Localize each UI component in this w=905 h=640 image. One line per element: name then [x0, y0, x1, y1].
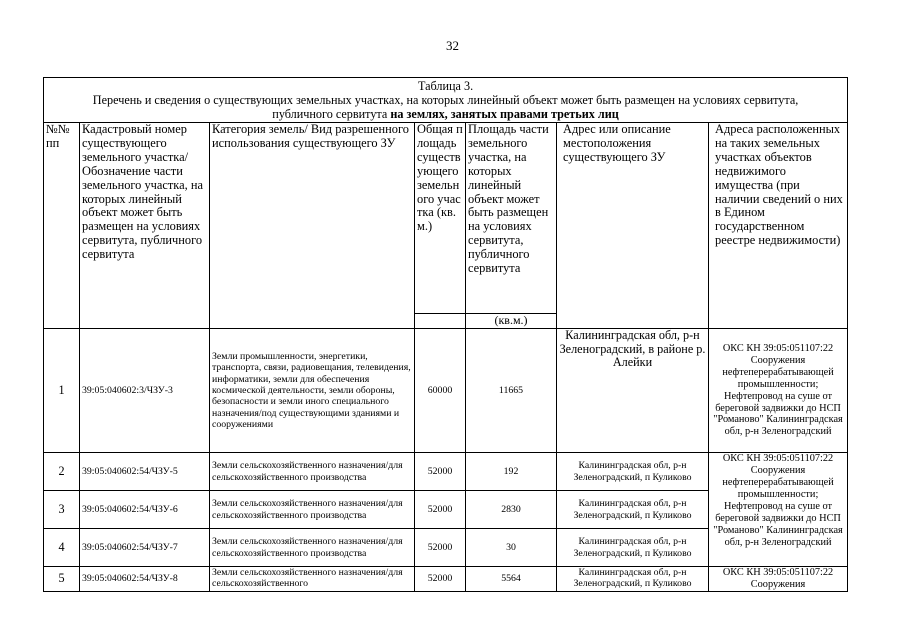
row-part-area: 2830	[466, 491, 557, 529]
row-objects: ОКС КН 39:05:051107:22 Сооружения нефтеперерабатывающей промышленности; Нефтепровод на суше от береговой задвижки до НСП "Романово" Калининградская обл, р-н Зеленоградский	[709, 329, 848, 453]
header-part-area: Площадь части земельного участка, на которых линейный объект может быть размещен на условиях сервитута, публичного сервитута	[466, 123, 557, 314]
table-caption	[44, 78, 848, 123]
header-units: (кв.м.)	[466, 314, 557, 329]
row-cadastral: 39:05:040602:54/ЧЗУ-8	[80, 567, 210, 592]
row-total-area: 52000	[415, 529, 466, 567]
row-cadastral: 39:05:040602:54/ЧЗУ-5	[80, 453, 210, 491]
table-number: Таблица 3.	[417, 79, 474, 93]
row-address: Калининградская обл, р-н Зеленоградский, п Куликово	[557, 491, 709, 529]
row-address: Калининградская обл, р-н Зеленоградский, п Куликово	[557, 529, 709, 567]
table-row	[44, 453, 848, 491]
row-part-area: 5564	[466, 567, 557, 592]
table-title-line: Перечень и сведения о существующих земельных участках, на которых линейный объект может быть размещен на условиях сервитута,	[92, 93, 799, 108]
row-cadastral: 39:05:040602:54/ЧЗУ-6	[80, 491, 210, 529]
row-total-area: 52000	[415, 491, 466, 529]
row-category: Земли промышленности, энергетики, транспорта, связи, радиовещания, телевидения, информатики, земли для обеспечения космической деятельности, земли обороны, безопасности и земли иного специального назначения/под существующими зданиями и сооружениями	[210, 329, 415, 453]
row-category: Земли сельскохозяйственного назначения/для сельскохозяйственного	[210, 567, 415, 592]
header-num: №№ пп	[44, 123, 80, 329]
row-num: 4	[44, 529, 80, 567]
row-part-area: 11665	[466, 329, 557, 453]
row-part-area: 30	[466, 529, 557, 567]
table-title-bold: на землях, занятых правами третьих лиц	[390, 107, 619, 122]
header-address: Адрес или описание местоположения существующего ЗУ	[557, 123, 709, 329]
row-num: 1	[44, 329, 80, 453]
row-category: Земли сельскохозяйственного назначения/для сельскохозяйственного производства	[210, 491, 415, 529]
row-num: 2	[44, 453, 80, 491]
row-total-area: 60000	[415, 329, 466, 453]
row-address: Калининградская обл, р-н Зеленоградский, в районе р. Алейки	[557, 329, 709, 453]
page-number: 32	[446, 38, 459, 53]
row-address: Калининградская обл, р-н Зеленоградский, п Куликово	[557, 567, 709, 592]
row-address: Калининградская обл, р-н Зеленоградский, п Куликово	[557, 453, 709, 491]
header-row	[44, 123, 848, 314]
row-cadastral: 39:05:040602:3/ЧЗУ-3	[80, 329, 210, 453]
table-title-line-2: публичного сервитута на землях, занятых правами третьих лиц	[272, 107, 619, 122]
row-cadastral: 39:05:040602:54/ЧЗУ-7	[80, 529, 210, 567]
row-objects-merged: ОКС КН 39:05:051107:22 Сооружения нефтеперерабатывающей промышленности; Нефтепровод на суше от береговой задвижки до НСП "Романово" Калининградская обл, р-н Зеленоградский	[709, 453, 848, 567]
header-cadastral: Кадастровый номер существующего земельного участка/ Обозначение части земельного участка, на которых линейный объект может быть размещен на условиях сервитута, публичного сервитута	[80, 123, 210, 329]
table-row	[44, 567, 848, 592]
header-objects: Адреса расположенных на таких земельных участках объектов недвижимого имущества (при наличии сведений о них в Едином государственном реестре недвижимости)	[709, 123, 848, 329]
land-plots-table	[43, 77, 848, 592]
row-total-area: 52000	[415, 453, 466, 491]
row-part-area: 192	[466, 453, 557, 491]
row-num: 5	[44, 567, 80, 592]
row-category: Земли сельскохозяйственного назначения/для сельскохозяйственного производства	[210, 529, 415, 567]
header-category: Категория земель/ Вид разрешенного использования существующего ЗУ	[210, 123, 415, 329]
row-num: 3	[44, 491, 80, 529]
table-caption-row	[44, 78, 848, 123]
table-row	[44, 329, 848, 453]
row-total-area: 52000	[415, 567, 466, 592]
row-category: Земли сельскохозяйственного назначения/для сельскохозяйственного производства	[210, 453, 415, 491]
row-objects: ОКС КН 39:05:051107:22 Сооружения	[709, 567, 848, 592]
header-total-area: Общая площадь существующего земельного участка (кв.м.)	[415, 123, 466, 314]
header-units-blank	[415, 314, 466, 329]
